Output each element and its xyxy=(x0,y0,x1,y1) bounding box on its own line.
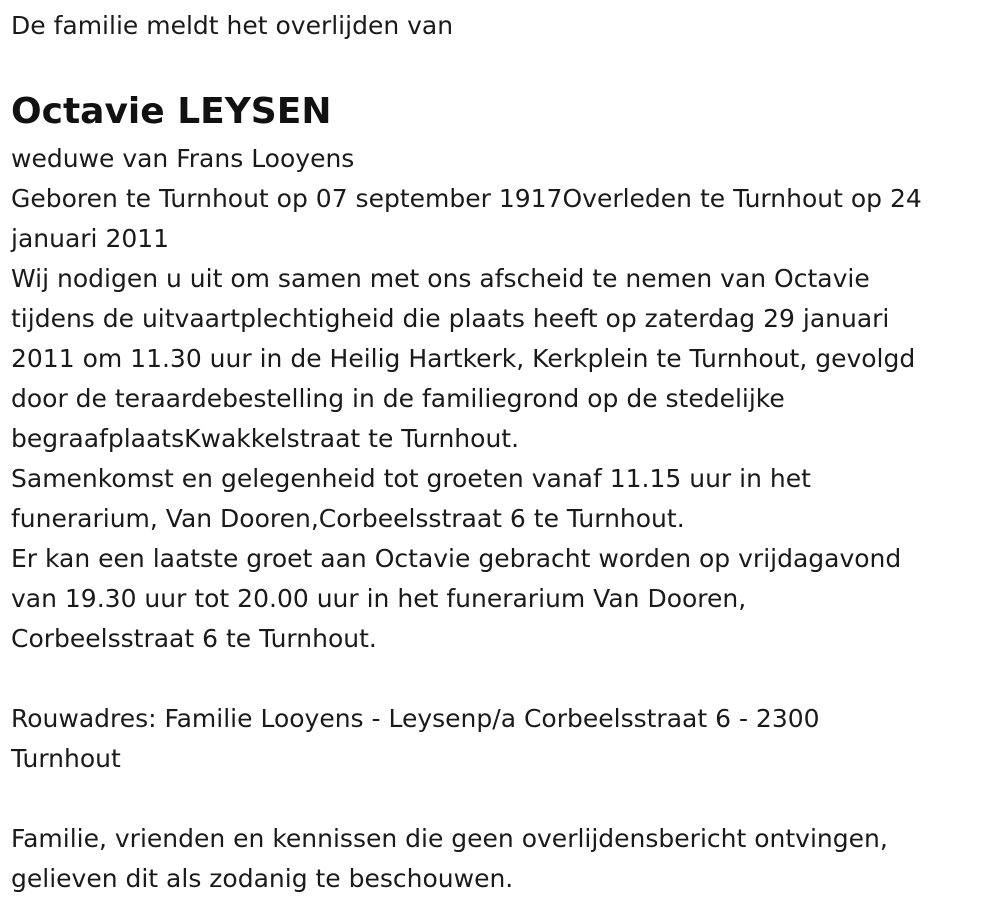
spacer xyxy=(11,659,1000,699)
intro-text: De familie meldt het overlijden van xyxy=(11,11,454,40)
text-line: Geboren te Turnhout op 07 september 1917Overleden te Turnhout op 24 xyxy=(11,184,922,213)
text-line: funerarium, Van Dooren,Corbeelsstraat 6 te Turnhout. xyxy=(11,504,685,533)
text-line: door de teraardebestelling in de familiegrond op de stedelijke xyxy=(11,384,785,413)
address-paragraph xyxy=(11,699,1000,779)
text-line: tijdens de uitvaartplechtigheid die plaats heeft op zaterdag 29 januari xyxy=(11,304,890,333)
text-line: Er kan een laatste groet aan Octavie gebracht worden op vrijdagavond xyxy=(11,544,902,573)
text-line: Corbeelsstraat 6 te Turnhout. xyxy=(11,624,377,653)
text-line: gelieven dit als zodanig te beschouwen. xyxy=(11,864,514,893)
text-line: Familie, vrienden en kennissen die geen overlijdensbericht ontvingen, xyxy=(11,824,888,853)
text-line: begraafplaatsKwakkelstraat te Turnhout. xyxy=(11,424,520,453)
text-line: van 19.30 uur tot 20.00 uur in het funerarium Van Dooren, xyxy=(11,584,747,613)
deceased-name: Octavie LEYSEN xyxy=(11,91,332,132)
text-line: januari 2011 xyxy=(11,224,170,253)
text-line: Samenkomst en gelegenheid tot groeten vanaf 11.15 uur in het xyxy=(11,464,811,493)
text-line: Turnhout xyxy=(11,744,121,773)
text-line: Rouwadres: Familie Looyens - Leysenp/a Corbeelsstraat 6 - 2300 xyxy=(11,704,820,733)
birth-death-paragraph xyxy=(11,179,1000,259)
gathering-paragraph xyxy=(11,459,1000,539)
text-line: Wij nodigen u uit om samen met ons afscheid te nemen van Octavie xyxy=(11,264,870,293)
ceremony-paragraph xyxy=(11,259,1000,459)
closing-paragraph xyxy=(11,819,1000,899)
spacer xyxy=(11,779,1000,819)
text-line: 2011 om 11.30 uur in de Heilig Hartkerk, Kerkplein te Turnhout, gevolgd xyxy=(11,344,916,373)
viewing-paragraph xyxy=(11,539,1000,659)
spouse-text: weduwe van Frans Looyens xyxy=(11,144,355,173)
